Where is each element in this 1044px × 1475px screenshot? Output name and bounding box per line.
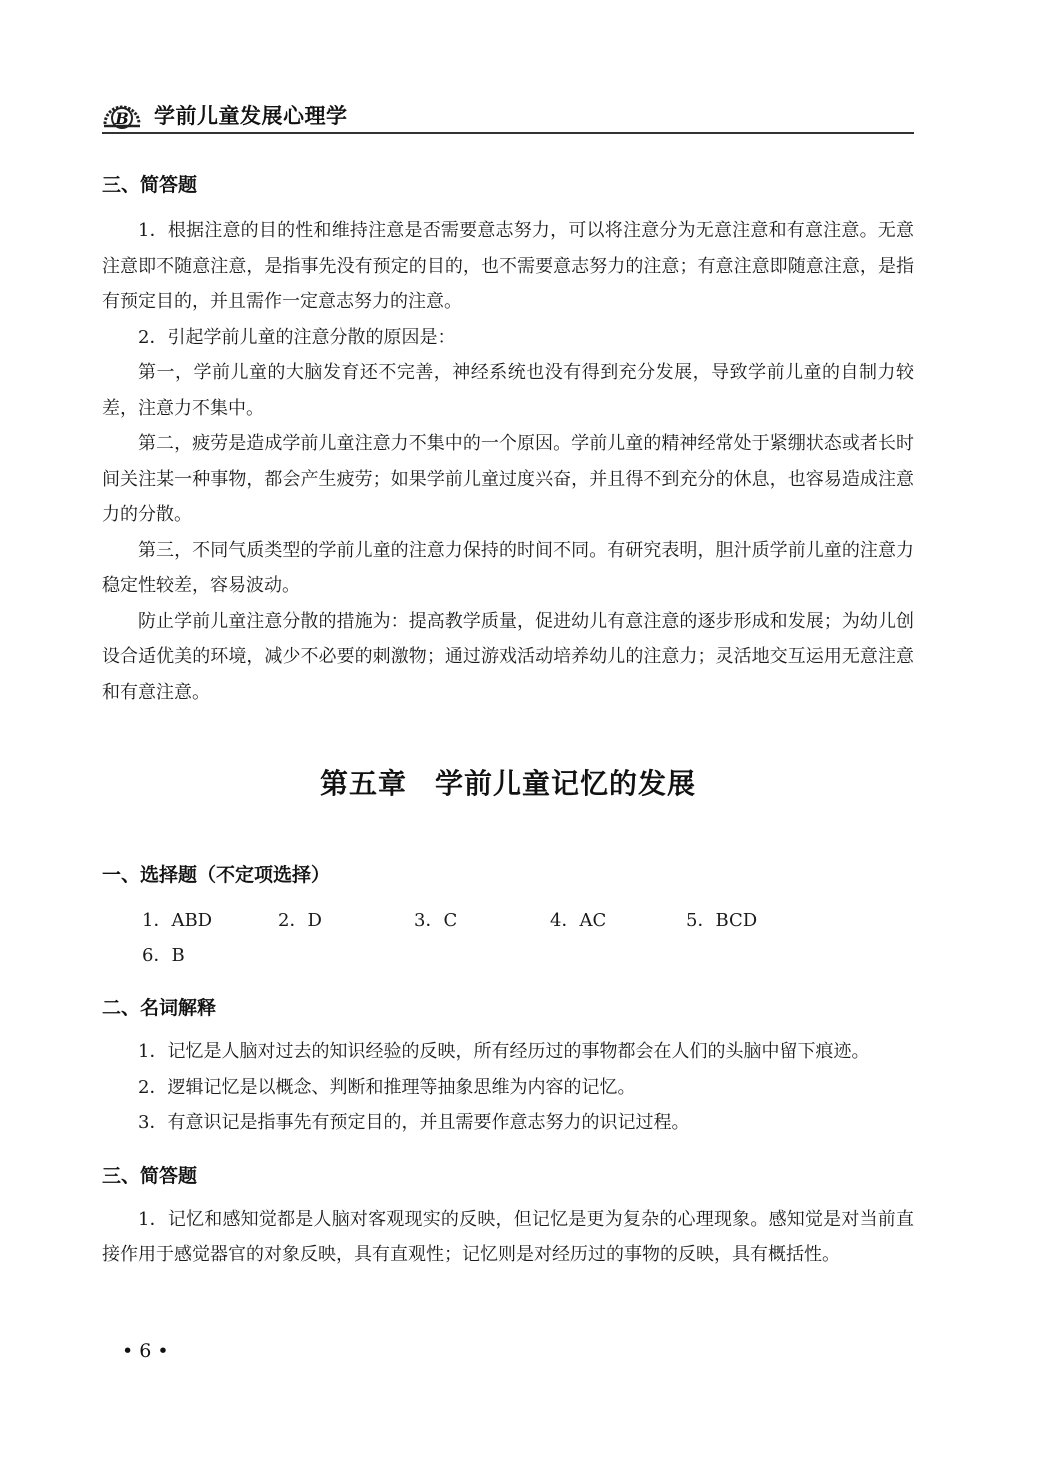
chapter-number: 第五章 bbox=[319, 767, 407, 800]
page-number: • 6 • bbox=[122, 1340, 169, 1362]
section-heading-short-answer: 三、简答题 bbox=[102, 174, 198, 196]
paragraph: 第二，疲劳是造成学前儿童注意力不集中的一个原因。学前儿童的精神经常处于紧绷状态或者长时间关注某一种事物，都会产生疲劳；如果学前儿童过度兴奋，并且得不到充分的休息，也容易造成注意力的分散。 bbox=[102, 433, 914, 525]
section-heading-choice: 一、选择题（不定项选择） bbox=[102, 864, 331, 886]
paragraph: 1．记忆是人脑对过去的知识经验的反映，所有经历过的事物都会在人们的头脑中留下痕迹。 bbox=[138, 1041, 870, 1062]
running-header bbox=[102, 92, 914, 134]
chapter-title bbox=[102, 762, 914, 802]
answer-item: 1．ABD bbox=[142, 910, 213, 931]
page-content bbox=[102, 170, 914, 1273]
paragraph: 第一，学前儿童的大脑发育还不完善，神经系统也没有得到充分发展，导致学前儿童的自制力较差，注意力不集中。 bbox=[102, 362, 914, 419]
paragraph: 第三，不同气质类型的学前儿童的注意力保持的时间不同。有研究表明，胆汁质学前儿童的注意力稳定性较差，容易波动。 bbox=[102, 539, 914, 596]
paragraph: 1．根据注意的目的性和维持注意是否需要意志努力，可以将注意分为无意注意和有意注意。无意注意即不随意注意，是指事先没有预定的目的，也不需要意志努力的注意；有意注意即随意注意，是指有预定目的，并且需作一定意志努力的注意。 bbox=[102, 220, 914, 312]
answer-item: 4．AC bbox=[550, 910, 607, 931]
chapter-name: 学前儿童记忆的发展 bbox=[435, 767, 697, 800]
section-heading-terms: 二、名词解释 bbox=[102, 997, 217, 1019]
answer-item: 3．C bbox=[414, 910, 458, 931]
paragraph: 2．逻辑记忆是以概念、判断和推理等抽象思维为内容的记忆。 bbox=[138, 1076, 636, 1098]
answer-item: 5．BCD bbox=[686, 910, 758, 931]
paragraph: 3．有意识记是指事先有预定目的，并且需要作意志努力的识记过程。 bbox=[138, 1112, 690, 1133]
logo-letter: B bbox=[115, 109, 129, 128]
answer-item: 2．D bbox=[278, 910, 322, 931]
book-series-logo-icon bbox=[102, 98, 142, 130]
answer-list bbox=[102, 903, 914, 973]
section-heading-short-answer-2: 三、简答题 bbox=[102, 1164, 198, 1187]
paragraph: 防止学前儿童注意分散的措施为：提高教学质量，促进幼儿有意注意的逐步形成和发展；为幼儿创设合适优美的环境，减少不必要的刺激物；通过游戏活动培养幼儿的注意力；灵活地交互运用无意注意和有意注意。 bbox=[102, 610, 914, 703]
paragraph: 2．引起学前儿童的注意分散的原因是： bbox=[138, 326, 456, 348]
header-rule bbox=[102, 132, 914, 134]
answer-item: 6．B bbox=[142, 945, 185, 966]
book-title: 学前儿童发展心理学 bbox=[154, 104, 348, 128]
paragraph: 1．记忆和感知觉都是人脑对客观现实的反映，但记忆是更为复杂的心理现象。感知觉是对当前直接作用于感觉器官的对象反映，具有直观性；记忆则是对经历过的事物的反映，具有概括性。 bbox=[102, 1208, 914, 1265]
